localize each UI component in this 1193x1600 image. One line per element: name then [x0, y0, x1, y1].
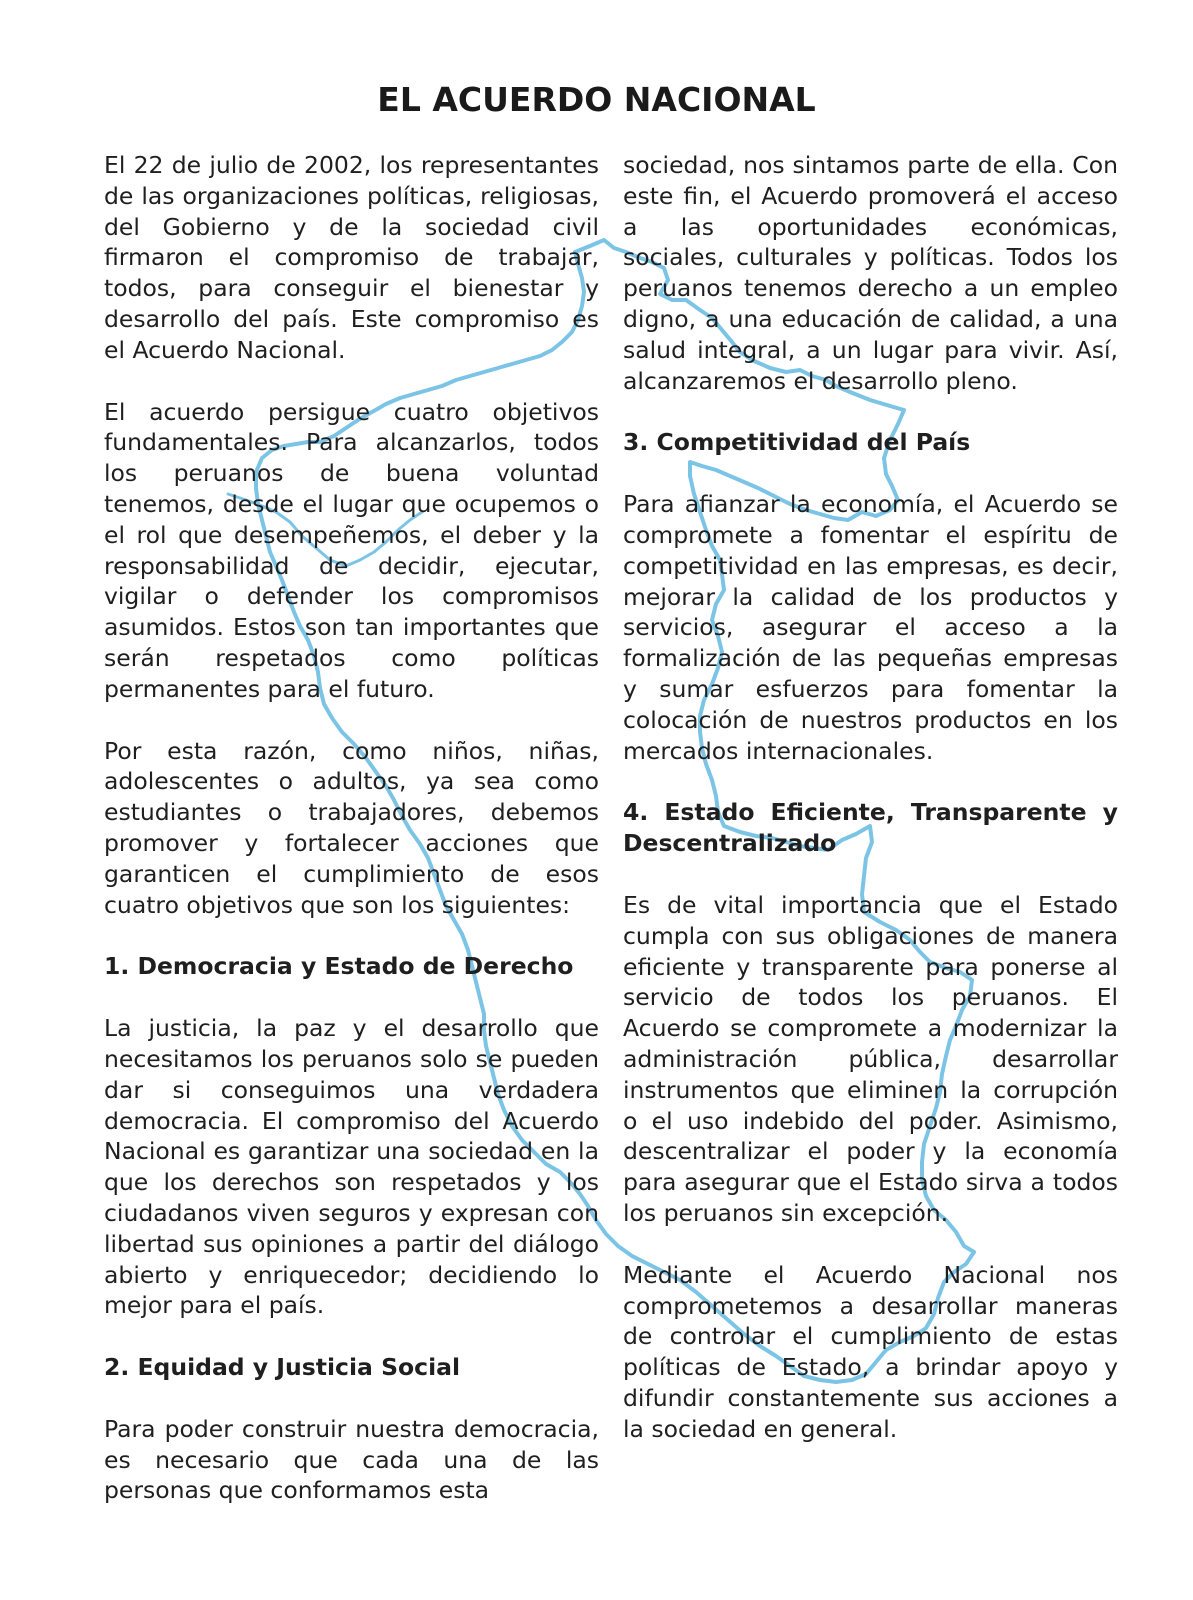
closing-paragraph: Mediante el Acuerdo Nacional nos comprometemos a desarrollar maneras de controlar el cumplimiento de estas políticas de Estado, a brindar apoyo y difundir constantemente sus acciones a la sociedad en general.: [623, 1260, 1118, 1443]
section-heading-equidad: 2. Equidad y Justicia Social: [104, 1353, 461, 1382]
right-column: [623, 150, 1118, 1475]
left-column: [104, 150, 599, 1537]
section-heading-competitividad: 3. Competitividad del País: [623, 428, 971, 457]
section-heading-democracia: 1. Democracia y Estado de Derecho: [104, 952, 574, 981]
section-heading-estado: 4. Estado Eficiente, Transparente y Descentralizado: [623, 798, 1118, 858]
page-title: EL ACUERDO NACIONAL: [377, 80, 816, 119]
estado-paragraph: Es de vital importancia que el Estado cumpla con sus obligaciones de manera eficiente y transparente para ponerse al servicio de todos los peruanos. El Acuerdo se compromete a modernizar la administración pública, desarrollar instrumentos que eliminen la corrupción o el uso indebido del poder. Asimismo, descentralizar el poder y la economía para asegurar que el Estado sirva a todos los peruanos sin excepción.: [623, 890, 1118, 1227]
competitividad-paragraph: Para afianzar la economía, el Acuerdo se compromete a fomentar el espíritu de competitividad en las empresas, es decir, mejorar la calidad de los productos y servicios, asegurar el acceso a la formalización de las pequeñas empresas y sumar esfuerzos para fomentar la colocación de nuestros productos en los mercados internacionales.: [623, 490, 1118, 765]
democracia-paragraph: La justicia, la paz y el desarrollo que necesitamos los peruanos solo se pueden dar si conseguimos una verdadera democracia. El compromiso del Acuerdo Nacional es garantizar una sociedad en la que los derechos son respetados y los ciudadanos viven seguros y expresan con libertad sus opiniones a partir del diálogo abierto y enriquecedor; decidiendo lo mejor para el país.: [104, 1014, 599, 1320]
equidad-paragraph-start: Para poder construir nuestra democracia, es necesario que cada una de las personas que conformamos esta: [104, 1414, 599, 1505]
intro-paragraph: El 22 de julio de 2002, los representantes de las organizaciones políticas, religiosas, del Gobierno y de la sociedad civil firmaron el compromiso de trabajar, todos, para conseguir el bienestar y desarrollo del país. Este compromiso es el Acuerdo Nacional.: [104, 151, 599, 364]
equidad-paragraph-continued: sociedad, nos sintamos parte de ella. Con este fin, el Acuerdo promoverá el acceso a las oportunidades económicas, sociales, culturales y políticas. Todos los peruanos tenemos derecho a un empleo digno, a una educación de calidad, a una salud integral, a un lugar para vivir. Así, alcanzaremos el desarrollo pleno.: [623, 151, 1118, 395]
call-to-action-paragraph: Por esta razón, como niños, niñas, adolescentes o adultos, ya sea como estudiantes o trabajadores, debemos promover y fortalecer acciones que garanticen el cumplimiento de esos cuatro objetivos que son los siguientes:: [104, 736, 599, 919]
objectives-paragraph: El acuerdo persigue cuatro objetivos fundamentales. Para alcanzarlos, todos los peruanos de buena voluntad tenemos, desde el lugar que ocupemos o el rol que desempeñemos, el deber y la responsabilidad de decidir, ejecutar, vigilar o defender los compromisos asumidos. Estos son tan importantes que serán respetados como políticas permanentes para el futuro.: [104, 397, 599, 703]
